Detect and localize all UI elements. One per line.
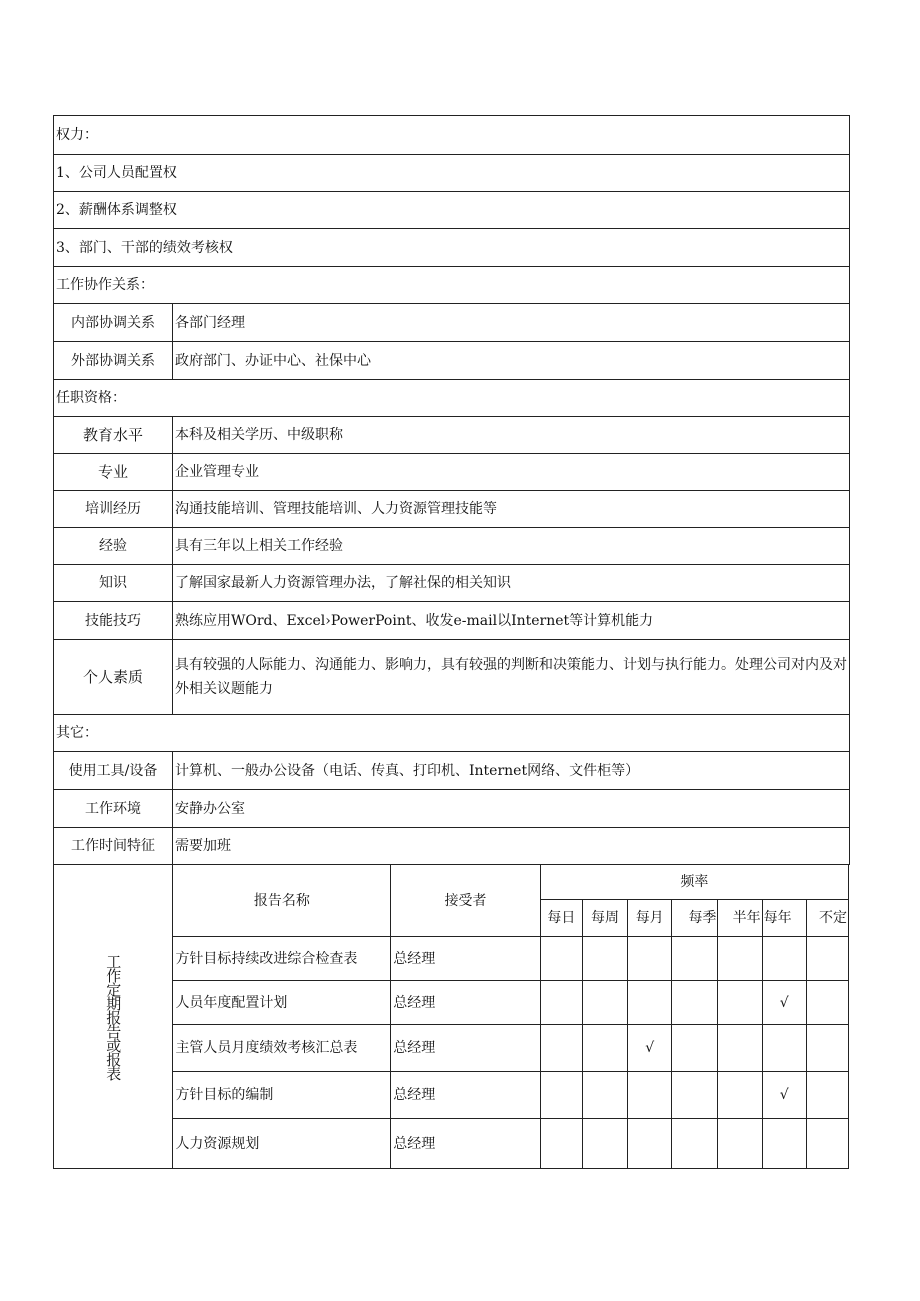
- relation-value: 各部门经理: [173, 304, 850, 342]
- check-cell: [806, 1025, 848, 1072]
- qual-value: 企业管理专业: [173, 454, 850, 491]
- check-cell: [806, 1119, 848, 1169]
- relations-title: 工作协作关系：: [54, 267, 850, 304]
- qual-label: 技能技巧: [54, 602, 173, 640]
- check-cell: [762, 937, 806, 981]
- qual-value: 沟通技能培训、管理技能培训、人力资源管理技能等: [173, 491, 850, 528]
- table-row: [54, 981, 849, 1025]
- reports-table: [53, 864, 849, 1169]
- check-cell: [672, 937, 718, 981]
- table-row: [54, 1119, 849, 1169]
- table-row: [54, 1072, 849, 1119]
- check-cell: [718, 1119, 762, 1169]
- qual-value: 熟练应用WOrd、Excel›PowerPoint、收发e-mail以Internet等计算机能力: [173, 602, 850, 640]
- check-cell: [540, 1072, 582, 1119]
- report-name: 人员年度配置计划: [173, 981, 391, 1025]
- frequency-header: 频率: [540, 865, 848, 900]
- relation-value: 政府部门、办证中心、社保中心: [173, 342, 850, 380]
- other-value: 需要加班: [173, 828, 850, 865]
- qual-label: 教育水平: [54, 417, 173, 454]
- check-cell: [628, 981, 672, 1025]
- job-description-form: [53, 115, 849, 1169]
- report-receiver: 总经理: [391, 937, 541, 981]
- check-cell: [540, 1025, 582, 1072]
- report-receiver: 总经理: [391, 1072, 541, 1119]
- check-cell: [672, 1072, 718, 1119]
- qual-label: 专业: [54, 454, 173, 491]
- other-label: 工作时间特征: [54, 828, 173, 865]
- other-label: 使用工具/设备: [54, 752, 173, 790]
- check-cell: [672, 981, 718, 1025]
- duties-table: [53, 115, 850, 865]
- report-name-header: 报告名称: [173, 865, 391, 937]
- qual-label: 经验: [54, 528, 173, 565]
- report-name: 方针目标的编制: [173, 1072, 391, 1119]
- check-cell: [582, 937, 627, 981]
- check-cell: [762, 1025, 806, 1072]
- check-cell: [806, 1072, 848, 1119]
- reports-side-label-cell: [54, 865, 173, 1169]
- report-name: 主管人员月度绩效考核汇总表: [173, 1025, 391, 1072]
- qual-label: 个人素质: [54, 640, 173, 715]
- check-cell: [718, 937, 762, 981]
- relation-label: 外部协调关系: [54, 342, 173, 380]
- freq-quarterly-header: 每季: [672, 900, 718, 937]
- table-row: [54, 937, 849, 981]
- qual-label: 培训经历: [54, 491, 173, 528]
- table-row: [54, 1025, 849, 1072]
- freq-monthly-header: 每月: [628, 900, 672, 937]
- freq-yearly-header: 每年: [762, 900, 806, 937]
- check-cell: √: [762, 1072, 806, 1119]
- power-item: 3、部门、干部的绩效考核权: [54, 229, 850, 267]
- check-cell: √: [628, 1025, 672, 1072]
- report-receiver: 总经理: [391, 981, 541, 1025]
- check-cell: [718, 1025, 762, 1072]
- report-receiver: 总经理: [391, 1119, 541, 1169]
- freq-halfyear-header: 半年: [718, 900, 762, 937]
- qual-label: 知识: [54, 565, 173, 602]
- other-title: 其它：: [54, 715, 850, 752]
- check-cell: [718, 1072, 762, 1119]
- check-cell: [540, 981, 582, 1025]
- check-cell: [540, 1119, 582, 1169]
- freq-weekly-header: 每周: [582, 900, 627, 937]
- check-cell: [672, 1025, 718, 1072]
- other-label: 工作环境: [54, 790, 173, 828]
- power-title: 权力：: [54, 116, 850, 155]
- check-cell: [540, 937, 582, 981]
- check-cell: [582, 1119, 627, 1169]
- qual-value: 了解国家最新人力资源管理办法，了解社保的相关知识: [173, 565, 850, 602]
- qual-value: 具有较强的人际能力、沟通能力、影响力，具有较强的判断和决策能力、计划与执行能力。处理公司对内及对外相关议题能力: [173, 640, 850, 715]
- check-cell: [718, 981, 762, 1025]
- check-cell: [582, 1025, 627, 1072]
- power-item: 2、薪酬体系调整权: [54, 192, 850, 229]
- report-name: 方针目标持续改进综合检查表: [173, 937, 391, 981]
- check-cell: [672, 1119, 718, 1169]
- qual-title: 任职资格：: [54, 380, 850, 417]
- relation-label: 内部协调关系: [54, 304, 173, 342]
- check-cell: √: [762, 981, 806, 1025]
- receiver-header: 接受者: [391, 865, 541, 937]
- qual-value: 本科及相关学历、中级职称: [173, 417, 850, 454]
- other-value: 计算机、一般办公设备（电话、传真、打印机、Internet网络、文件柜等）: [173, 752, 850, 790]
- check-cell: [762, 1119, 806, 1169]
- other-value: 安静办公室: [173, 790, 850, 828]
- check-cell: [806, 981, 848, 1025]
- check-cell: [582, 1072, 627, 1119]
- check-cell: [806, 937, 848, 981]
- check-cell: [628, 937, 672, 981]
- report-name: 人力资源规划: [173, 1119, 391, 1169]
- check-cell: [628, 1072, 672, 1119]
- check-cell: [628, 1119, 672, 1169]
- reports-side-label: 工作定期报告或报表: [104, 953, 123, 1080]
- freq-daily-header: 每日: [540, 900, 582, 937]
- freq-irregular-header: 不定: [806, 900, 848, 937]
- qual-value: 具有三年以上相关工作经验: [173, 528, 850, 565]
- power-item: 1、公司人员配置权: [54, 155, 850, 192]
- check-cell: [582, 981, 627, 1025]
- report-receiver: 总经理: [391, 1025, 541, 1072]
